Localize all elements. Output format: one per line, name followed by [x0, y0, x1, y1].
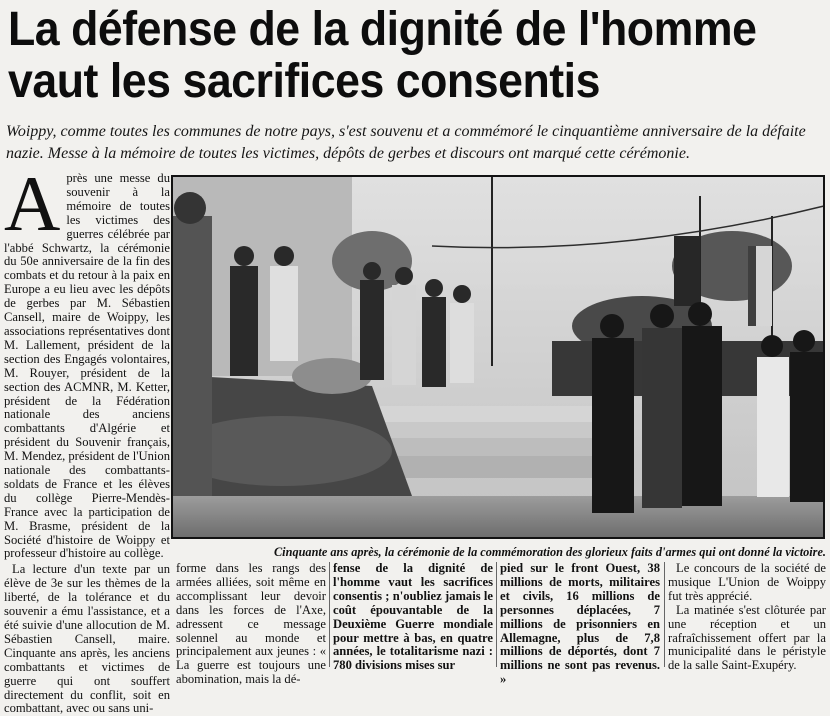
column-divider	[329, 562, 330, 667]
body-column-1	[4, 160, 170, 716]
body-column-2: forme dans les rangs des armées alliées, soit même en accomplissant leur devoir dans les forces de l'Axe, adressent ce message solennel au monde et principalement aux jeunes : « La guerre est toujours une abomination, mais la dé-	[176, 561, 326, 687]
headline-line-1: La défense de la dignité de l'homme	[8, 3, 757, 56]
standfirst: Woippy, comme toutes les communes de notre pays, s'est souvenu et a commémoré le cinquantième anniversaire de la défaite nazie. Messe à la mémoire de toutes les victimes, dépôts de gerbes et discours ont marqué cette cérémonie.	[6, 123, 806, 162]
ceremony-photo	[172, 176, 824, 538]
drop-cap: A	[4, 160, 61, 247]
ceremony-photo-illustration	[172, 176, 824, 538]
column-divider	[496, 562, 497, 667]
body-paragraph-2: La lecture d'un texte par un élève de 3e sur les thèmes de la liberté, de la tolérance et du souvenir a ému l'assistance, et a été suivie d'une allocution de M. Sébastien Cansell, maire. Cinquante ans après, les anciens combattants et victimes de guerre qui ont souffert directement du conflit, soit en combattant, avec ou sans uni-	[4, 562, 170, 716]
body-column-3: fense de la dignité de l'homme vaut les sacrifices consentis ; n'oubliez jamais le coût épouvantable de la Deuxième Guerre mondiale pour mettre à bas, en quatre années, le totalitarisme nazi : 780 divisions mises sur	[333, 561, 493, 673]
headline-line-2: vaut les sacrifices consentis	[8, 55, 600, 108]
body-column-5-paragraph-1: Le concours de la société de musique L'Union de Woippy fut très apprécié.	[668, 561, 826, 603]
column-divider	[664, 562, 665, 667]
body-column-5	[668, 561, 826, 673]
headline	[8, 4, 769, 108]
photo-caption: Cinquante ans après, la cérémonie de la commémoration des glorieux faits d'armes qui ont donné la victoire.	[273, 545, 826, 559]
body-column-4: pied sur le front Ouest, 38 millions de morts, militaires et civils, 16 millions de personnes déplacées, 7 millions de prisonniers en Allemagne, plus de 7,8 millions de déportés, dont 7 millions ne sont pas revenus. »	[500, 561, 660, 687]
body-column-5-paragraph-2: La matinée s'est clôturée par une réception et un rafraîchissement offert par la municipalité dans le péristyle de la salle Saint-Exupéry.	[668, 602, 826, 673]
body-paragraph-1: près une messe du souvenir à la mémoire de toutes les victimes des guerres célébrée par l'abbé Schwartz, la cérémonie du 50e anniversaire de la fin des combats et du retour à la paix en Europe a eu lieu avec les dépôts de gerbes par M. Sébastien Cansell, maire de Woippy, les associations représentatives dont M. Lallement, président de la section des Engagés volontaires, M. Rouyer, président de la section des ACMNR, M. Ketter, président de la Fédération nationale des anciens combattants d'Algérie et président du Souvenir français, M. Mendez, président de l'Union nationale des combattants-soldats de France et les élèves du collège Pierre-Mendès-France avec la participation de M. Brasme, président de la Société d'histoire de Woippy et professeur d'histoire au collège.	[4, 171, 170, 561]
